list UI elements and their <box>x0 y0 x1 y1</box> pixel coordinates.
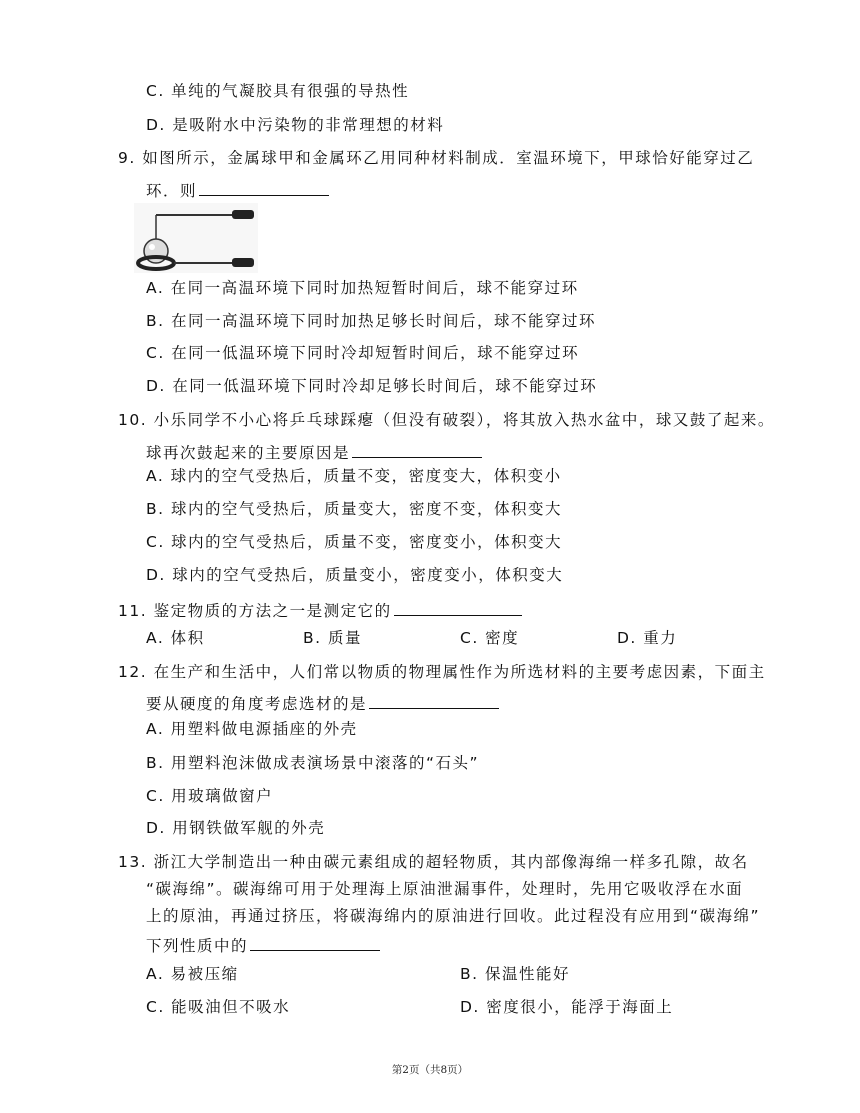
q13-option-c: C. 能吸油但不吸水 <box>146 998 291 1016</box>
q11-option-c: C. 密度 <box>460 629 520 647</box>
q9-option-d: D. 在同一低温环境下同时冷却足够长时间后，球不能穿过环 <box>146 377 598 395</box>
q10-option-c: C. 球内的空气受热后，质量不变，密度变小，体积变大 <box>146 533 563 551</box>
q9-option-c: C. 在同一低温环境下同时冷却短暂时间后，球不能穿过环 <box>146 344 580 362</box>
answer-blank[interactable] <box>369 692 499 709</box>
q13-stem-line1: 13. 浙江大学制造出一种由碳元素组成的超轻物质，其内部像海绵一样多孔隙，故名 <box>118 853 749 871</box>
q9-option-b: B. 在同一高温环境下同时加热足够长时间后，球不能穿过环 <box>146 312 596 330</box>
q12-option-b: B. 用塑料泡沫做成表演场景中滚落的“石头” <box>146 754 480 772</box>
q12-stem-text: 要从硬度的角度考虑选材的是 <box>146 695 368 713</box>
answer-blank[interactable] <box>199 179 329 196</box>
q13-option-d: D. 密度很小，能浮于海面上 <box>460 998 674 1016</box>
q13-stem-text: 下列性质中的 <box>146 937 249 955</box>
q13-stem-line3: 上的原油，再通过挤压，将碳海绵内的原油进行回收。此过程没有应用到“碳海绵” <box>146 907 761 925</box>
q11-stem-text: 11. 鉴定物质的方法之一是测定它的 <box>118 602 392 620</box>
q11-option-d: D. 重力 <box>617 629 678 647</box>
q12-option-d: D. 用钢铁做军舰的外壳 <box>146 819 326 837</box>
q8-option-c: C. 单纯的气凝胶具有很强的导热性 <box>146 82 410 100</box>
answer-blank[interactable] <box>352 441 482 458</box>
q13-stem-line4 <box>146 934 380 956</box>
q12-option-c: C. 用玻璃做窗户 <box>146 787 274 805</box>
q13-option-a: A. 易被压缩 <box>146 965 239 983</box>
q12-stem-line1: 12. 在生产和生活中，人们常以物质的物理属性作为所选材料的主要考虑因素，下面主 <box>118 663 766 681</box>
q9-stem-line2 <box>146 179 329 201</box>
q10-option-d: D. 球内的空气受热后，质量变小，密度变小，体积变大 <box>146 566 564 584</box>
q10-option-b: B. 球内的空气受热后，质量变大，密度不变，体积变大 <box>146 500 562 518</box>
q10-stem-line2 <box>146 441 482 463</box>
q11-option-b: B. 质量 <box>303 629 362 647</box>
page-footer: 第2页（共8页） <box>391 1064 469 1076</box>
q10-option-a: A. 球内的空气受热后，质量不变，密度变大，体积变小 <box>146 467 562 485</box>
ball-and-ring-figure <box>134 203 258 273</box>
q13-option-b: B. 保温性能好 <box>460 965 570 983</box>
answer-blank[interactable] <box>394 599 522 616</box>
q10-stem-line1: 10. 小乐同学不小心将乒乓球踩瘪（但没有破裂），将其放入热水盆中，球又鼓了起来。 <box>118 411 775 429</box>
q9-stem-line1: 9. 如图所示，金属球甲和金属环乙用同种材料制成．室温环境下，甲球恰好能穿过乙 <box>118 149 755 167</box>
q11-option-a: A. 体积 <box>146 629 205 647</box>
q10-stem-text: 球再次鼓起来的主要原因是 <box>146 444 351 462</box>
answer-blank[interactable] <box>250 934 380 951</box>
q13-stem-line2: “碳海绵”。碳海绵可用于处理海上原油泄漏事件，处理时，先用它吸收浮在水面 <box>146 880 744 898</box>
q8-option-d: D. 是吸附水中污染物的非常理想的材料 <box>146 116 445 134</box>
q12-option-a: A. 用塑料做电源插座的外壳 <box>146 720 358 738</box>
q11-stem <box>118 599 522 621</box>
q12-stem-line2 <box>146 692 499 714</box>
q9-option-a: A. 在同一高温环境下同时加热短暂时间后，球不能穿过环 <box>146 279 579 297</box>
q9-stem-text: 环．则 <box>146 182 198 200</box>
